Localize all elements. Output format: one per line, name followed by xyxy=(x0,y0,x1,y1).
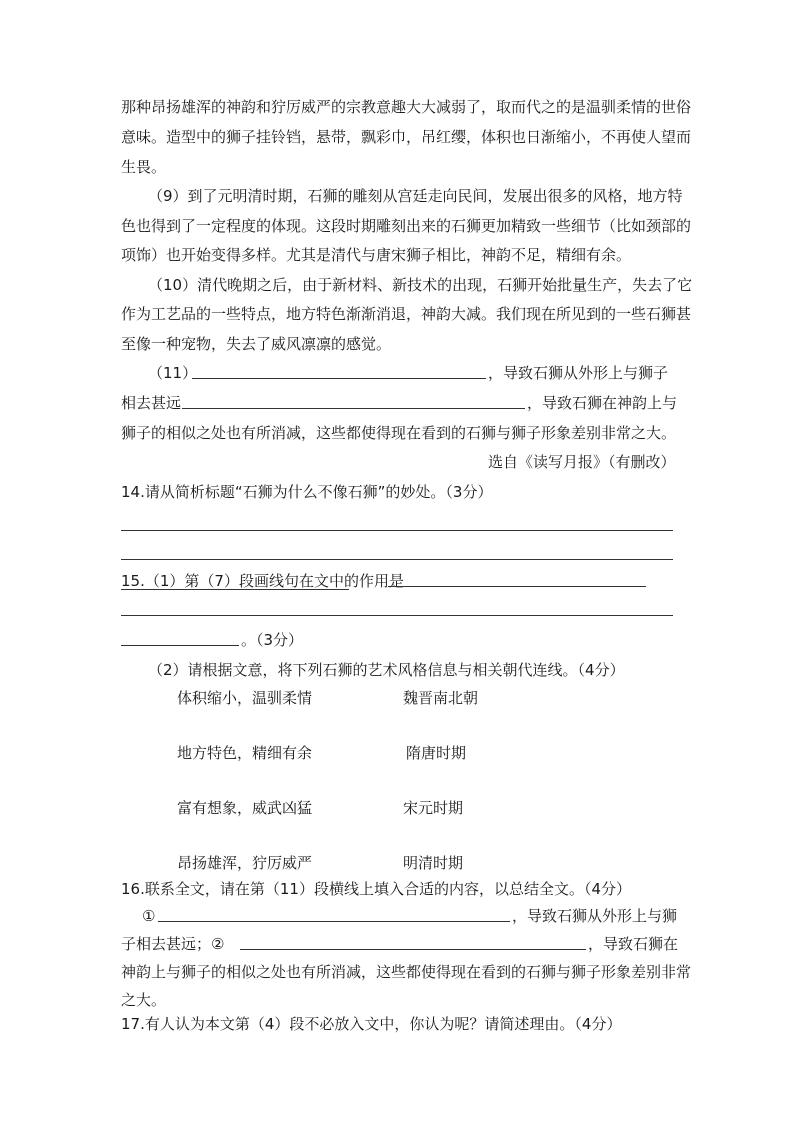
match-left-4[interactable]: 昂扬雄浑，狞厉威严 xyxy=(177,854,313,872)
p11-label: （11） xyxy=(148,364,198,382)
q14-answer-line-2[interactable] xyxy=(121,559,673,560)
match-left-2[interactable]: 地方特色，精细有余 xyxy=(177,744,313,762)
p11-line2-start: 相去甚远 xyxy=(121,394,182,412)
match-right-2[interactable]: 隋唐时期 xyxy=(406,744,467,762)
q16-line-4: 之大。 xyxy=(121,991,167,1009)
q15-1-answer-line-2[interactable] xyxy=(121,615,673,616)
p8-line-1: 那种昂扬雄浑的神韵和狞厉威严的宗教意趣大大减弱了，取而代之的是温驯柔情的世俗 xyxy=(121,98,692,116)
question-15-2: （2）请根据文意，将下列石狮的艺术风格信息与相关朝代连线。（4分） xyxy=(148,661,625,679)
p10-line-1: （10）清代晚期之后，由于新材料、新技术的出现，石狮开始批量生产，失去了它 xyxy=(148,276,693,294)
match-right-3[interactable]: 宋元时期 xyxy=(403,799,464,817)
p11-blank-1[interactable] xyxy=(192,378,486,379)
q15-1-score: 。（3分） xyxy=(241,631,304,649)
question-17: 17.有人认为本文第（4）段不必放入文中，你认为呢？请简述理由。（4分） xyxy=(121,1015,622,1033)
q16-line-2-end: ，导致石狮在 xyxy=(588,935,679,953)
match-right-1[interactable]: 魏晋南北朝 xyxy=(403,689,479,707)
p9-line-1: （9）到了元明清时期，石狮的雕刻从宫廷走向民间，发展出很多的风格，地方特 xyxy=(148,187,683,205)
p8-line-3: 生畏。 xyxy=(121,158,167,176)
q16-blank-1[interactable] xyxy=(158,921,510,922)
p11-after-blank-2: ，导致石狮在神韵上与 xyxy=(527,394,678,412)
match-left-1[interactable]: 体积缩小，温驯柔情 xyxy=(177,689,313,707)
q15-1-blank-1[interactable] xyxy=(388,586,646,587)
q16-blank-2[interactable] xyxy=(240,949,586,950)
question-15-1: 15.（1）第（7）段画线句在文中的作用是 xyxy=(121,572,404,590)
q14-answer-line-1[interactable] xyxy=(121,530,673,531)
p11-blank-2[interactable] xyxy=(182,408,525,409)
question-16: 16.联系全文，请在第（11）段横线上填入合适的内容，以总结全文。（4分） xyxy=(121,880,631,898)
q16-line-3: 神韵上与狮子的相似之处也有所消减，这些都使得现在看到的石狮与狮子形象差别非常 xyxy=(121,963,692,981)
p11-line-3: 狮子的相似之处也有所消减，这些都使得现在看到的石狮与狮子形象差别非常之大。 xyxy=(121,424,677,442)
p10-line-3: 至像一种宠物，失去了威风凛凛的感觉。 xyxy=(121,335,392,353)
q16-line-1-end: ，导致石狮从外形上与狮 xyxy=(512,907,678,925)
p10-line-2: 作为工艺品的一些特点，地方特色渐渐消退，神韵大减。我们现在所见到的一些石狮甚 xyxy=(121,305,692,323)
q16-line-2-start: 子相去甚远；② xyxy=(121,935,225,953)
p9-line-2: 色也得到了一定程度的体现。这段时期雕刻出来的石狮更加精致一些细节（比如颈部的 xyxy=(121,217,692,235)
q16-mark-1: ① xyxy=(142,907,156,925)
match-right-4[interactable]: 明清时期 xyxy=(403,854,464,872)
p9-line-3: 项饰）也开始变得多样。尤其是清代与唐宋狮子相比，神韵不足，精细有余。 xyxy=(121,246,632,264)
source-note: 选自《读写月报》（有删改） xyxy=(488,453,676,471)
p8-line-2: 意味。造型中的狮子挂铃铛，悬带，飘彩巾，吊红缨，体积也日渐缩小，不再使人望而 xyxy=(121,128,692,146)
p11-after-blank-1: ，导致石狮从外形上与狮子 xyxy=(488,364,669,382)
question-14: 14.请从简析标题“石狮为什么不像石狮”的妙处。（3分） xyxy=(121,483,493,501)
q15-1-answer-line-3[interactable] xyxy=(121,645,239,646)
match-left-3[interactable]: 富有想象，威武凶猛 xyxy=(177,799,313,817)
